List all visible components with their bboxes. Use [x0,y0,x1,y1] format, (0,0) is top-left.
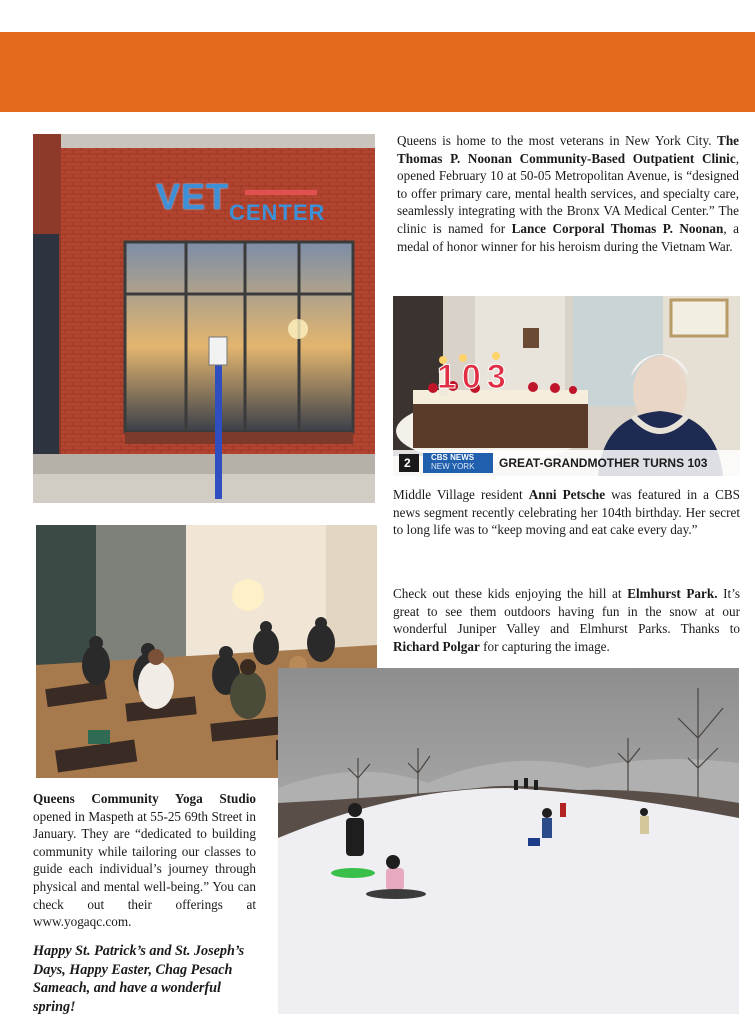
noonan-paragraph [397,132,739,255]
holiday-greeting: Happy St. Patrick’s and St. Joseph’s Days, Happy Easter, Chag Pesach Sameach, and have a wonderful spring! [33,943,245,1015]
elmhurst-paragraph [393,585,740,655]
honoree-name: Lance Corporal Thomas P. Noonan [511,220,724,236]
candle-numbers: 103 [437,358,512,396]
tv-headline: GREAT-GRANDMOTHER TURNS 103 [499,456,708,470]
noonan-ending: , a medal of honor winner for his heroism during the Vietnam War. [397,220,739,254]
network-line1: CBS NEWS [431,453,475,462]
vet-center-photo [33,134,375,503]
petsche-intro: Middle Village resident [393,487,529,502]
yoga-paragraph [33,790,256,931]
noonan-body: , opened February 10 at 50-05 Metropolitan Avenue, is “designed to offer primary care, mental health services, and specialty care, seamlessly integrating with the Bronx VA Medical Center.” The clinic is named for [397,150,739,236]
vet-sign-line1: VET [156,176,230,217]
channel-number: 2 [404,456,411,470]
elmhurst-body: It’s great to see them outdoors having fun in the snow at our wonderful Juniper Valley and Elmhurst Parks. Thanks to [393,586,741,637]
network-line2: NEW YORK [431,462,475,471]
yoga-studio-name: Queens Community Yoga Studio [33,791,256,806]
birthday-photo [393,296,740,476]
petsche-paragraph [393,486,740,539]
noonan-intro: Queens is home to the most veterans in New York City. [397,133,712,148]
vet-sign-line2: CENTER [229,200,326,225]
photographer-name: Richard Polgar [393,638,480,654]
yoga-body: opened in Maspeth at 55-25 69th Street in January. They are “dedicated to building community while tailoring our classes to guide each individual’s journey through physical and mental well-being.” You can check out their offerings at www.yogaqc.com. [33,808,256,930]
clinic-name: The Thomas P. Noonan Community-Based Outpatient Clinic [397,133,740,166]
snow-hill-photo [278,668,739,1014]
petsche-body: was featured in a CBS news segment recently celebrating her 104th birthday. Her secret to long life was to “keep moving and eat cake every day.” [393,487,740,538]
elmhurst-ending: for capturing the image. [479,638,610,654]
header-banner [0,32,755,112]
park-name: Elmhurst Park. [627,586,718,601]
petsche-name: Anni Petsche [528,487,606,502]
elmhurst-intro: Check out these kids enjoying the hill at [393,586,628,601]
